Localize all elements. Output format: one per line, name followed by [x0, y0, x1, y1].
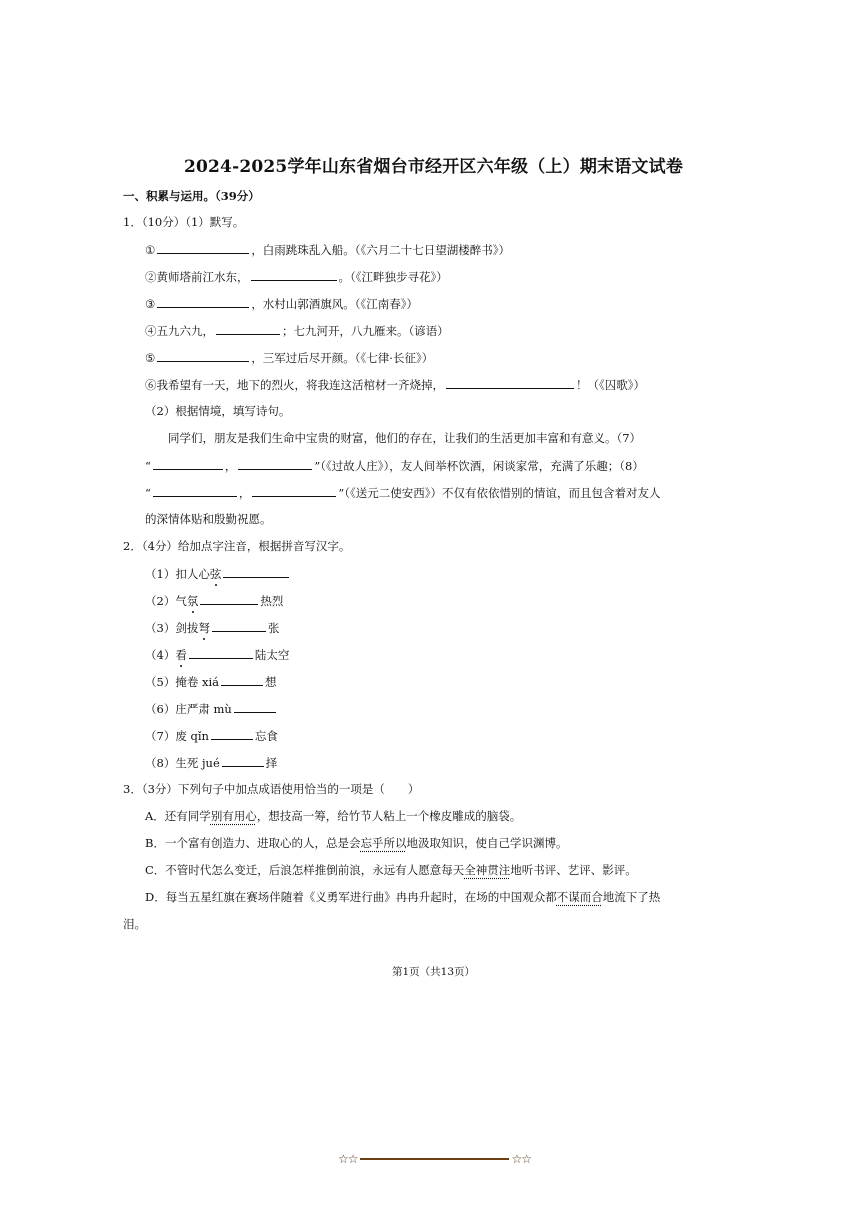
answer-blank[interactable] — [251, 268, 337, 281]
q2-item-text-after: 忘食 — [254, 729, 278, 743]
q1-line-3-text: ，水村山郭酒旗风。（《江南春》） — [251, 297, 419, 311]
answer-blank[interactable] — [252, 484, 336, 497]
q2-item-text-after: 择 — [265, 756, 278, 770]
q1-line-6-text-a: ⑥我希望有一天，地下的烈火，将我连这活棺材一齐烧掉， — [145, 378, 444, 392]
q2-item-3 — [145, 619, 279, 636]
q2-item-6 — [145, 700, 278, 717]
question-3-heading: 3．（3分）下列句子中加点成语使用恰当的一项是（ ） — [123, 782, 420, 796]
q3-option-a[interactable] — [145, 808, 521, 824]
q2-item-text: （6）庄严肃 mù — [145, 702, 232, 716]
q1-line-4 — [145, 322, 449, 339]
answer-blank[interactable] — [223, 565, 289, 578]
q3-option-b[interactable] — [145, 835, 567, 851]
q2-item-text-after: 想 — [265, 675, 277, 689]
q1-line-5 — [145, 349, 433, 366]
q2-item-text: （2）气 — [145, 594, 187, 608]
q3-option-c[interactable] — [145, 862, 637, 878]
q1-paragraph-4: 的深情体贴和殷勤祝愿。 — [145, 512, 272, 526]
q2-item-text: （3）剑拔 — [145, 621, 199, 635]
answer-blank[interactable] — [157, 295, 249, 308]
option-text: C．不管时代怎么变迁，后浪怎样推倒前浪，永远有人愿意每天 — [145, 863, 465, 877]
comma: ， — [224, 459, 237, 473]
q2-item-text-after: 张 — [267, 621, 280, 635]
open-quote: “ — [145, 486, 151, 500]
answer-blank[interactable] — [211, 727, 253, 740]
dotted-char: 弩 — [198, 621, 210, 635]
q1-paragraph-2-text: ”（《过故人庄》），友人间举杯饮酒，闲谈家常，充满了乐趣；（8） — [314, 459, 644, 473]
q2-item-text: （4） — [145, 648, 176, 662]
dotted-char: 氛 — [186, 594, 199, 608]
q2-item-text-after: 热烈 — [260, 594, 284, 608]
q1-paragraph-3 — [145, 484, 661, 501]
open-quote: “ — [145, 459, 151, 473]
q1-line-6-text-b: ！（《囚歌》） — [576, 378, 645, 392]
q1-line-2-text-a: ②黄师塔前江水东， — [145, 270, 249, 284]
dotted-idiom: 别有用心 — [210, 809, 257, 823]
option-text: A．还有同学 — [145, 809, 211, 823]
q2-item-text: （1）扣人心 — [145, 567, 210, 581]
dotted-idiom: 忘乎所以 — [360, 836, 407, 850]
dotted-idiom: 不谋而合 — [556, 890, 603, 904]
q1-line-4-text-a: ④五九六九， — [145, 324, 214, 338]
q2-item-8 — [145, 754, 277, 771]
q1-line-6 — [145, 376, 645, 393]
footer-ornament — [338, 1151, 531, 1167]
q1-line-3 — [145, 295, 418, 312]
option-text-after: 地听书评、艺评、影评。 — [510, 863, 637, 877]
answer-blank[interactable] — [212, 619, 266, 632]
q2-item-text: （5）掩卷 xiá — [145, 675, 219, 689]
answer-blank[interactable] — [157, 241, 249, 254]
star-icon: ☆☆ — [511, 1152, 531, 1166]
q1-line-1-num: ① — [145, 243, 156, 257]
ornament-rule — [360, 1158, 510, 1160]
option-text: B．一个富有创造力、进取心的人，总是会 — [145, 836, 361, 850]
q1-paragraph-2 — [145, 457, 644, 474]
q1-line-1-text: ，白雨跳珠乱入船。（《六月二十七日望湖楼醉书》） — [251, 243, 511, 257]
dotted-char: 看 — [175, 648, 187, 662]
option-text-after: ，想技高一筹，给竹节人粘上一个橡皮雕成的脑袋。 — [256, 809, 522, 823]
dotted-char: 弦 — [209, 567, 222, 581]
q1-line-5-num: ⑤ — [145, 351, 156, 365]
dotted-idiom: 全神贯注 — [464, 863, 511, 877]
star-icon: ☆☆ — [338, 1152, 358, 1166]
q1-paragraph-1: 同学们，朋友是我们生命中宝贵的财富，他们的存在，让我们的生活更加丰富和有意义。（7） — [168, 431, 642, 445]
q2-item-5 — [145, 673, 277, 690]
q1-paragraph-3-text: ”（《送元二使安西》）不仅有依依惜别的情谊，而且包含着对友人 — [338, 486, 661, 500]
section-heading: 一、积累与运用。（39分） — [123, 189, 260, 203]
answer-blank[interactable] — [200, 592, 258, 605]
q2-item-7 — [145, 727, 278, 744]
answer-blank[interactable] — [153, 484, 237, 497]
question-2-heading: 2．（4分）给加点字注音，根据拼音写汉字。 — [123, 539, 351, 553]
q1-line-2-text-b: 。（《江畔独步寻花》） — [338, 270, 448, 284]
q2-item-text: （8）生死 jué — [145, 756, 220, 770]
q2-item-text-after: 陆太空 — [254, 648, 290, 662]
question-1-heading: 1．（10分）（1）默写。 — [123, 215, 245, 229]
answer-blank[interactable] — [216, 322, 280, 335]
q1-line-2 — [145, 268, 448, 285]
q2-item-text: （7）废 qǐn — [145, 729, 209, 743]
q1-line-4-text-b: ；七九河开，八九雁来。（谚语） — [282, 324, 449, 338]
page-number: 第1页（共13页） — [391, 966, 476, 978]
q2-item-4 — [145, 646, 289, 663]
comma: ， — [238, 486, 251, 500]
q1-subquestion-2: （2）根据情境，填写诗句。 — [145, 404, 291, 418]
q1-line-1 — [145, 241, 510, 258]
answer-blank[interactable] — [221, 673, 263, 686]
option-text-after: 地流下了热 — [602, 890, 661, 904]
option-text-after: 地汲取知识，使自己学识渊博。 — [406, 836, 568, 850]
answer-blank[interactable] — [189, 646, 253, 659]
q2-item-2 — [145, 592, 283, 609]
q2-item-1 — [145, 565, 291, 582]
page-title: 2024-2025学年山东省烟台市经开区六年级（上）期末语文试卷 — [183, 157, 684, 177]
answer-blank[interactable] — [238, 457, 312, 470]
answer-blank[interactable] — [446, 376, 574, 389]
q3-option-d-continued: 泪。 — [123, 917, 146, 931]
answer-blank[interactable] — [234, 700, 276, 713]
answer-blank[interactable] — [157, 349, 249, 362]
option-text: D．每当五星红旗在赛场伴随着《义勇军进行曲》冉冉升起时，在场的中国观众都 — [145, 890, 557, 904]
q3-option-d[interactable] — [145, 889, 660, 905]
answer-blank[interactable] — [222, 754, 264, 767]
answer-blank[interactable] — [153, 457, 223, 470]
q1-line-5-text: ，三军过后尽开颜。（《七律·长征》） — [251, 351, 434, 365]
q1-line-3-num: ③ — [145, 297, 156, 311]
